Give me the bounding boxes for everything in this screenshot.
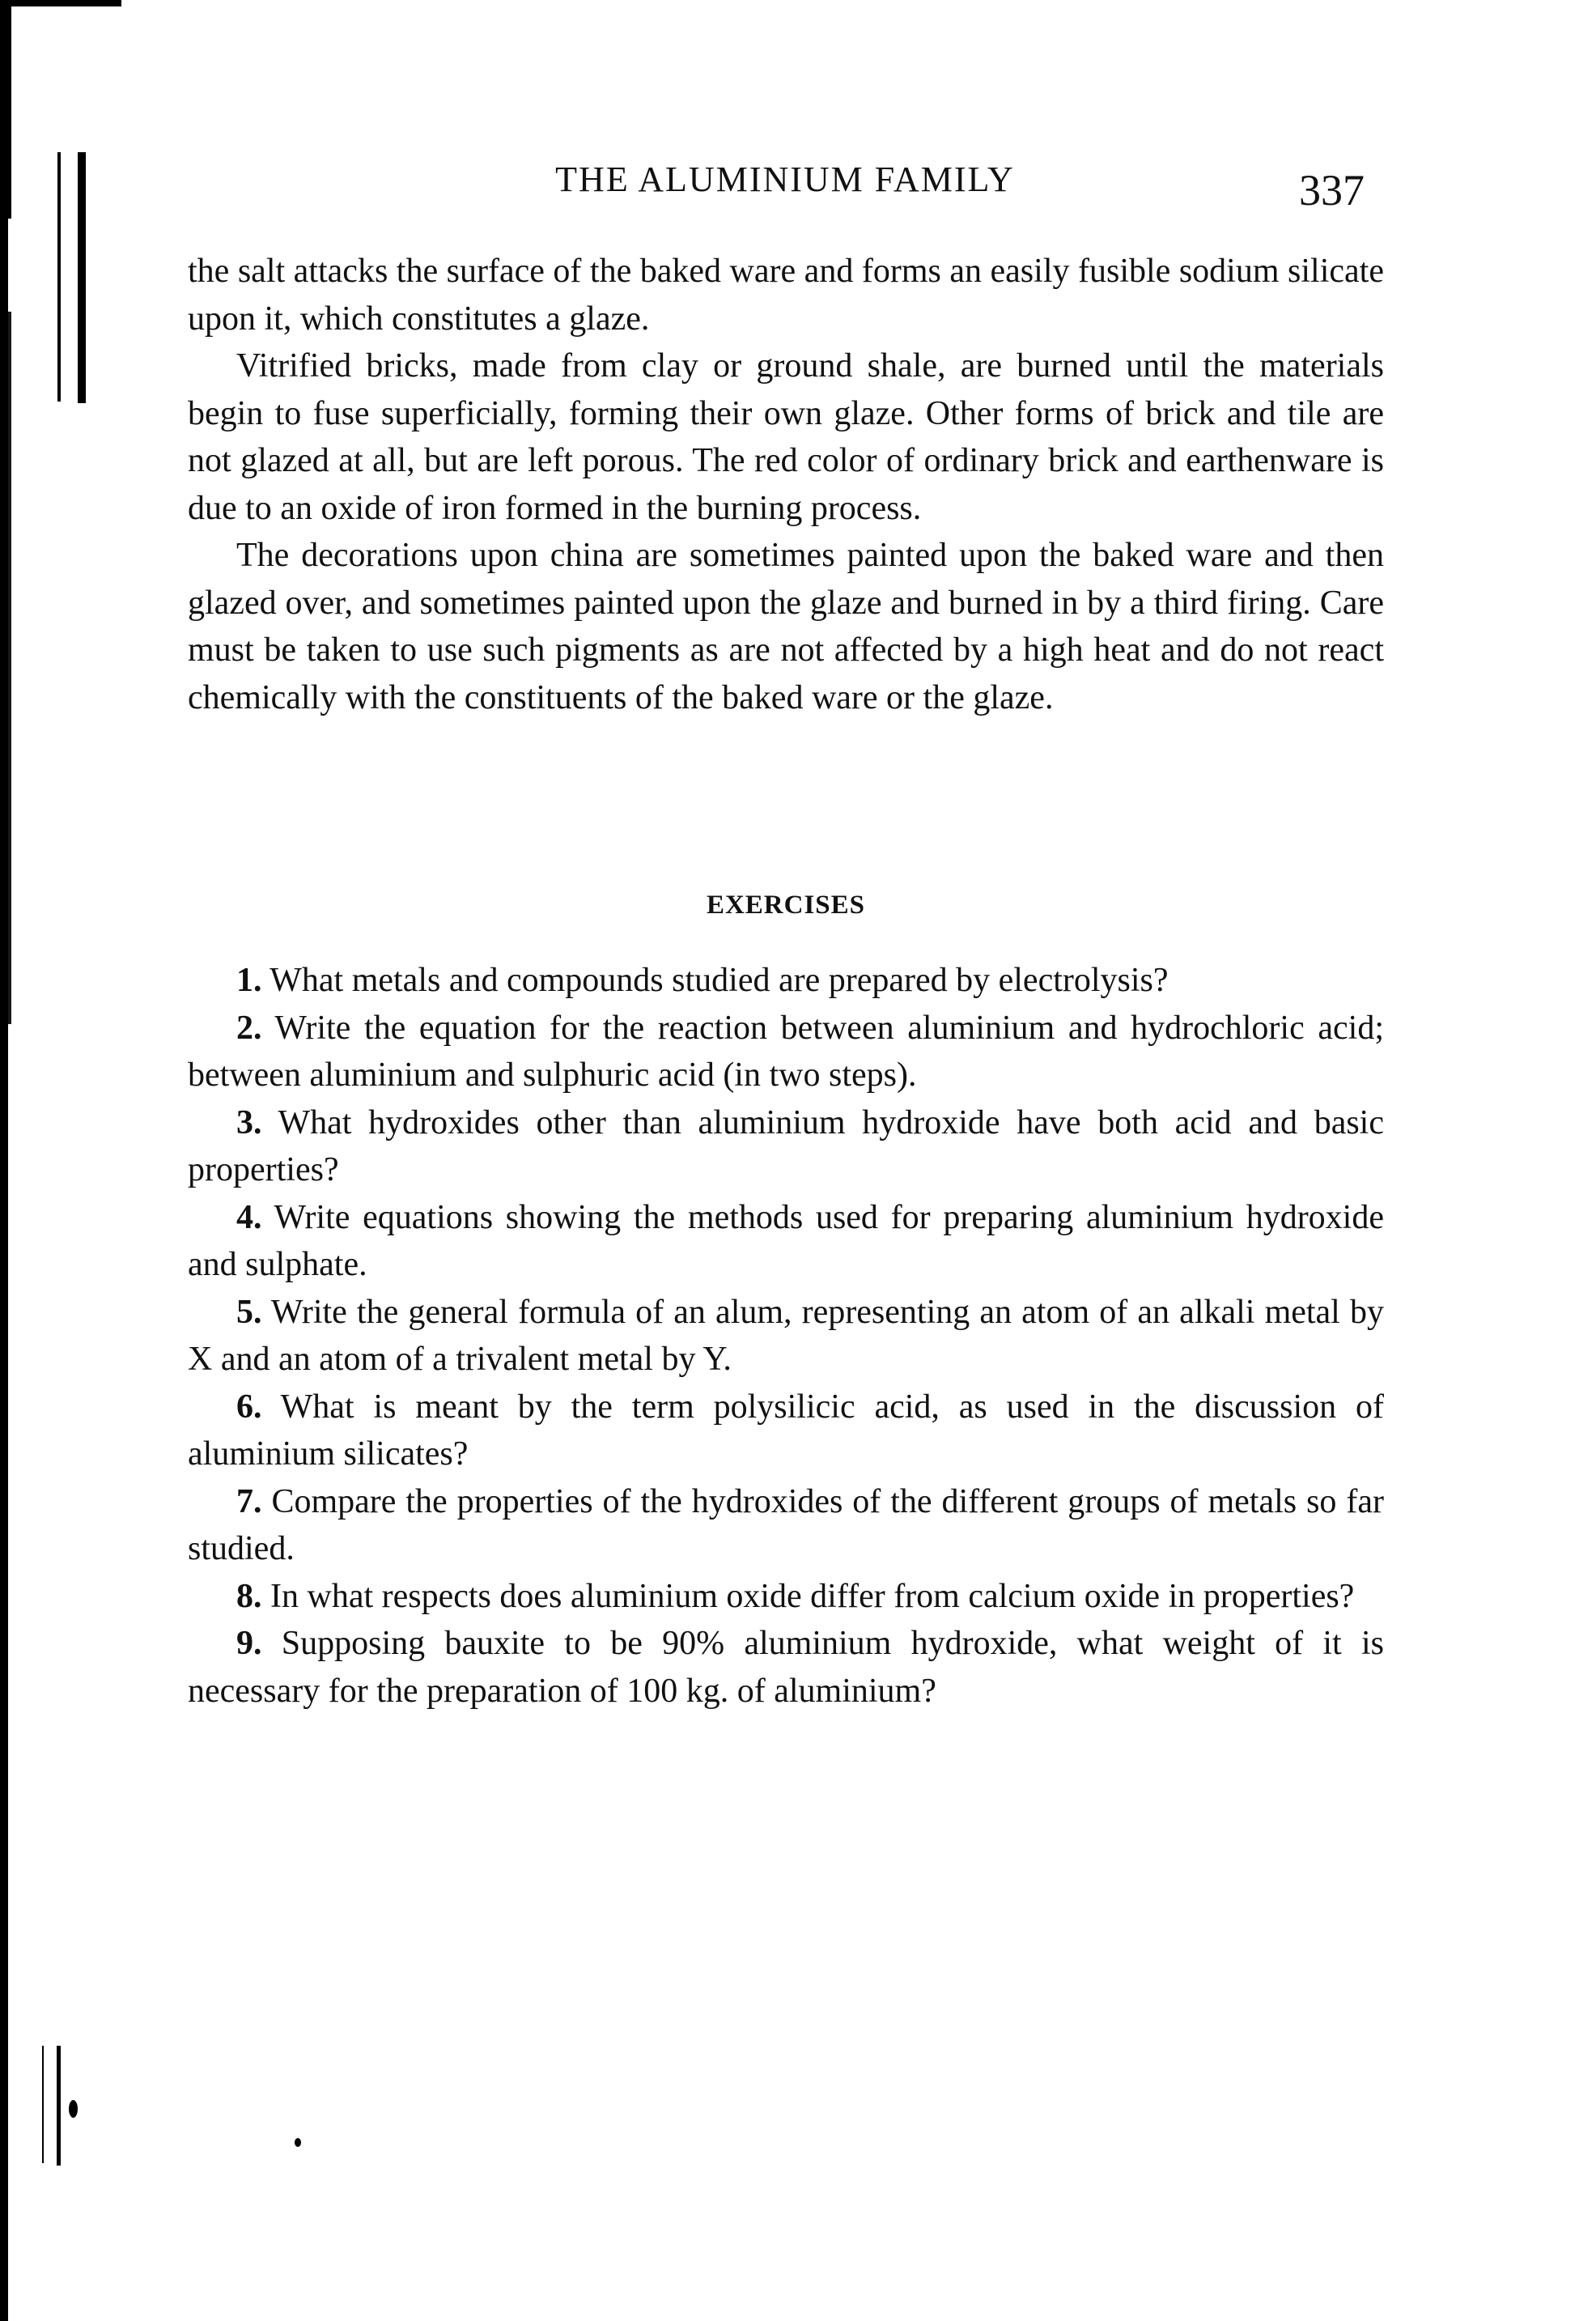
exercise-number: 5. <box>236 1293 262 1331</box>
exercise-text: Compare the properties of the hydroxides of the different groups of metals so far studied. <box>188 1482 1384 1567</box>
exercise-text: Supposing bauxite to be 90% aluminium hydroxide, what weight of it is necessary for the preparation of 100 kg. of aluminium? <box>188 1625 1384 1710</box>
exercises-heading: EXERCISES <box>706 891 866 920</box>
exercise-item <box>188 1384 1384 1478</box>
page-header <box>0 159 1596 215</box>
exercise-number: 7. <box>236 1482 262 1520</box>
binding-line-4 <box>57 2046 61 2166</box>
binding-line-3 <box>42 2046 44 2163</box>
exercise-text: What is meant by the term polysilicic acid, as used in the discussion of aluminium silicates? <box>188 1388 1384 1473</box>
scan-edge-top-left <box>0 0 121 6</box>
ink-dot <box>69 2100 78 2118</box>
exercise-item <box>188 1005 1384 1099</box>
paragraph: the salt attacks the surface of the baked ware and forms an easily fusible sodium silicate upon it, which constitutes a glaze. <box>188 253 1384 338</box>
exercise-text: In what respects does aluminium oxide differ from calcium oxide in properties? <box>270 1577 1355 1615</box>
exercise-item <box>188 1573 1384 1621</box>
exercise-item <box>188 1478 1384 1573</box>
exercise-number: 6. <box>236 1388 262 1426</box>
exercise-number: 9. <box>236 1625 262 1662</box>
exercise-text: What hydroxides other than aluminium hydroxide have both acid and basic properties? <box>188 1103 1384 1188</box>
running-title: THE ALUMINIUM FAMILY <box>555 159 1015 199</box>
exercise-number: 1. <box>236 962 262 999</box>
exercise-number: 2. <box>236 1009 262 1047</box>
paragraph: Vitrified bricks, made from clay or ground shale, are burned until the materials begin to fuse superficially, forming their own glaze. Other forms of brick and tile are not glazed at all, but are left porous. The red color of ordinary brick and earthenware is due to an oxide of iron formed in the burning process. <box>188 347 1384 527</box>
exercise-item <box>188 957 1384 1005</box>
paragraph: The decorations upon china are sometimes painted upon the baked ware and then glazed over, and sometimes painted upon the glaze and burned in by a third firing. Care must be taken to use such pigments as are not affected by a high heat and do not react chemically with the constituents of the baked ware or the glaze. <box>188 537 1384 716</box>
exercise-item <box>188 1194 1384 1289</box>
exercises-list <box>188 957 1384 1715</box>
body-text <box>188 248 1384 721</box>
exercise-item <box>188 1289 1384 1384</box>
exercise-text: Write the general formula of an alum, representing an atom of an alkali metal by X and an atom of a trivalent metal by Y. <box>188 1293 1384 1378</box>
exercise-number: 8. <box>236 1577 262 1615</box>
exercise-text: What metals and compounds studied are prepared by electrolysis? <box>270 962 1169 999</box>
exercise-text: Write the equation for the reaction between aluminium and hydrochloric acid; between aluminium and sulphuric acid (in two steps). <box>188 1009 1384 1094</box>
exercise-number: 4. <box>236 1198 262 1236</box>
exercise-text: Write equations showing the methods used for preparing aluminium hydroxide and sulphate. <box>188 1198 1384 1283</box>
ink-dot <box>295 2138 301 2147</box>
exercise-item <box>188 1099 1384 1194</box>
exercise-item <box>188 1620 1384 1715</box>
page-number: 337 <box>1299 166 1365 215</box>
exercise-number: 3. <box>236 1103 262 1141</box>
scan-edge-mid <box>0 312 11 1024</box>
